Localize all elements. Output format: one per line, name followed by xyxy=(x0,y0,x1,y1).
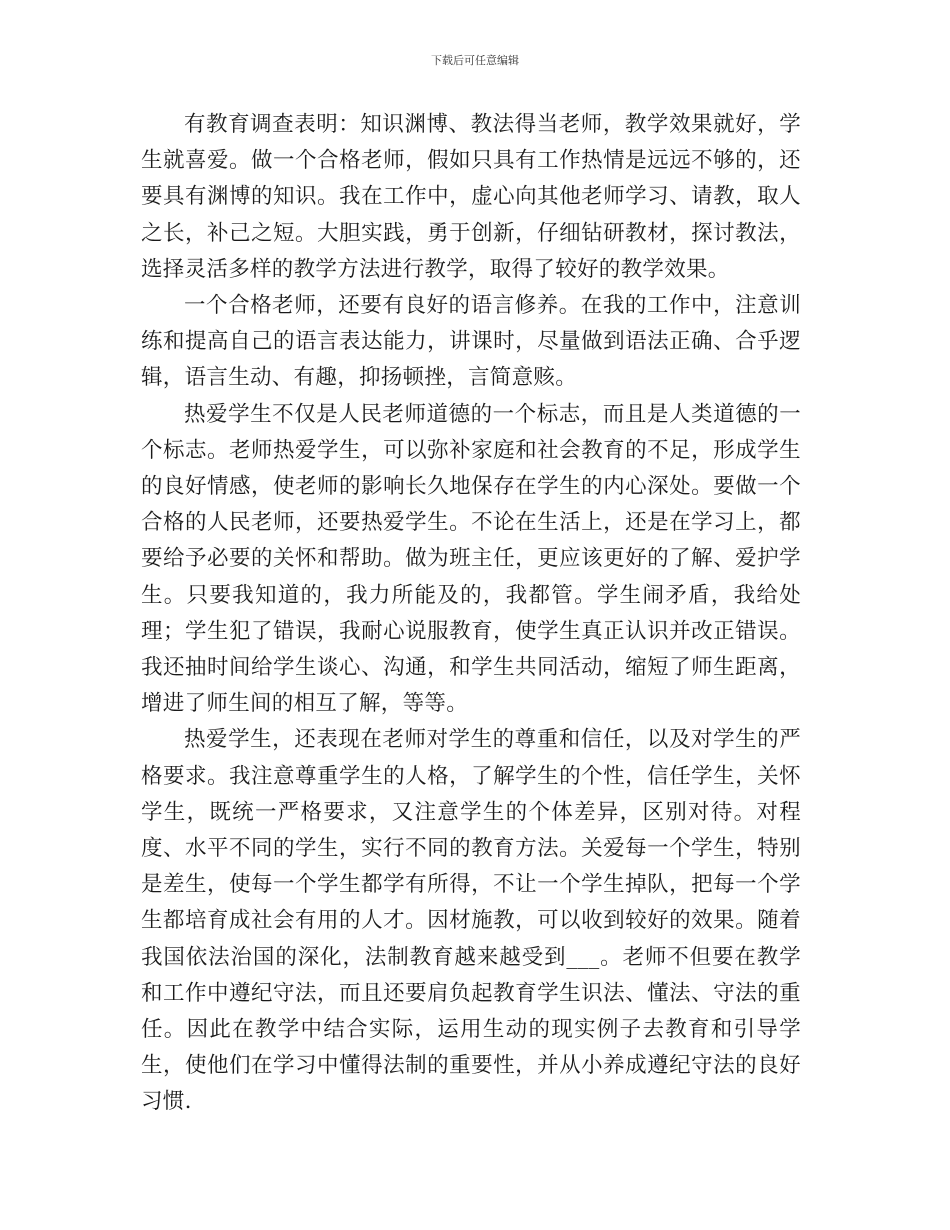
page-header-note: 下载后可任意编辑 xyxy=(431,54,519,67)
document-body xyxy=(141,107,801,1121)
paragraph-love-students: 热爱学生不仅是人民老师道德的一个标志，而且是人类道德的一个标志。老师热爱学生，可以弥补家庭和社会教育的不足，形成学生的良好情感，使老师的影响长久地保存在学生的内心深处。要做一个合格的人民老师，还要热爱学生。不论在生活上，还是在学习上，都要给予必要的关怀和帮助。做为班主任，更应该更好的了解、爱护学生。只要我知道的，我力所能及的，我都管。学生闹矛盾，我给处理；学生犯了错误，我耐心说服教育，使学生真正认识并改正错误。我还抽时间给学生谈心、沟通，和学生共同活动，缩短了师生距离，增进了师生间的相互了解，等等。 xyxy=(141,401,801,717)
paragraph-respect-and-law: 热爱学生，还表现在老师对学生的尊重和信任，以及对学生的严格要求。我注意尊重学生的人格，了解学生的个性，信任学生，关怀学生，既统一严格要求，又注意学生的个体差异，区别对待。对程度、水平不同的学生，实行不同的教育方法。关爱每一个学生，特别是差生，使每一个学生都学有所得，不让一个学生掉队，把每一个学生都培育成社会有用的人才。因材施教，可以收到较好的效果。随着我国依法治国的深化，法制教育越来越受到___。老师不但要在教学和工作中遵纪守法，而且还要肩负起教育学生识法、懂法、守法的重任。因此在教学中结合实际，运用生动的现实例子去教育和引导学生，使他们在学习中懂得法制的重要性，并从小养成遵纪守法的良好习惯. xyxy=(141,727,801,1115)
paragraph-teaching-knowledge: 有教育调查表明：知识渊博、教法得当老师，教学效果就好，学生就喜爱。做一个合格老师，假如只具有工作热情是远远不够的，还要具有渊博的知识。我在工作中，虚心向其他老师学习、请教，取人之长，补己之短。大胆实践，勇于创新，仔细钻研教材，探讨教法，选择灵活多样的教学方法进行教学，取得了较好的教学效果。 xyxy=(141,112,801,282)
paragraph-language-skills: 一个合格老师，还要有良好的语言修养。在我的工作中，注意训练和提高自己的语言表达能力，讲课时，尽量做到语法正确、合乎逻辑，语言生动、有趣，抑扬顿挫，言简意赅。 xyxy=(141,293,801,391)
